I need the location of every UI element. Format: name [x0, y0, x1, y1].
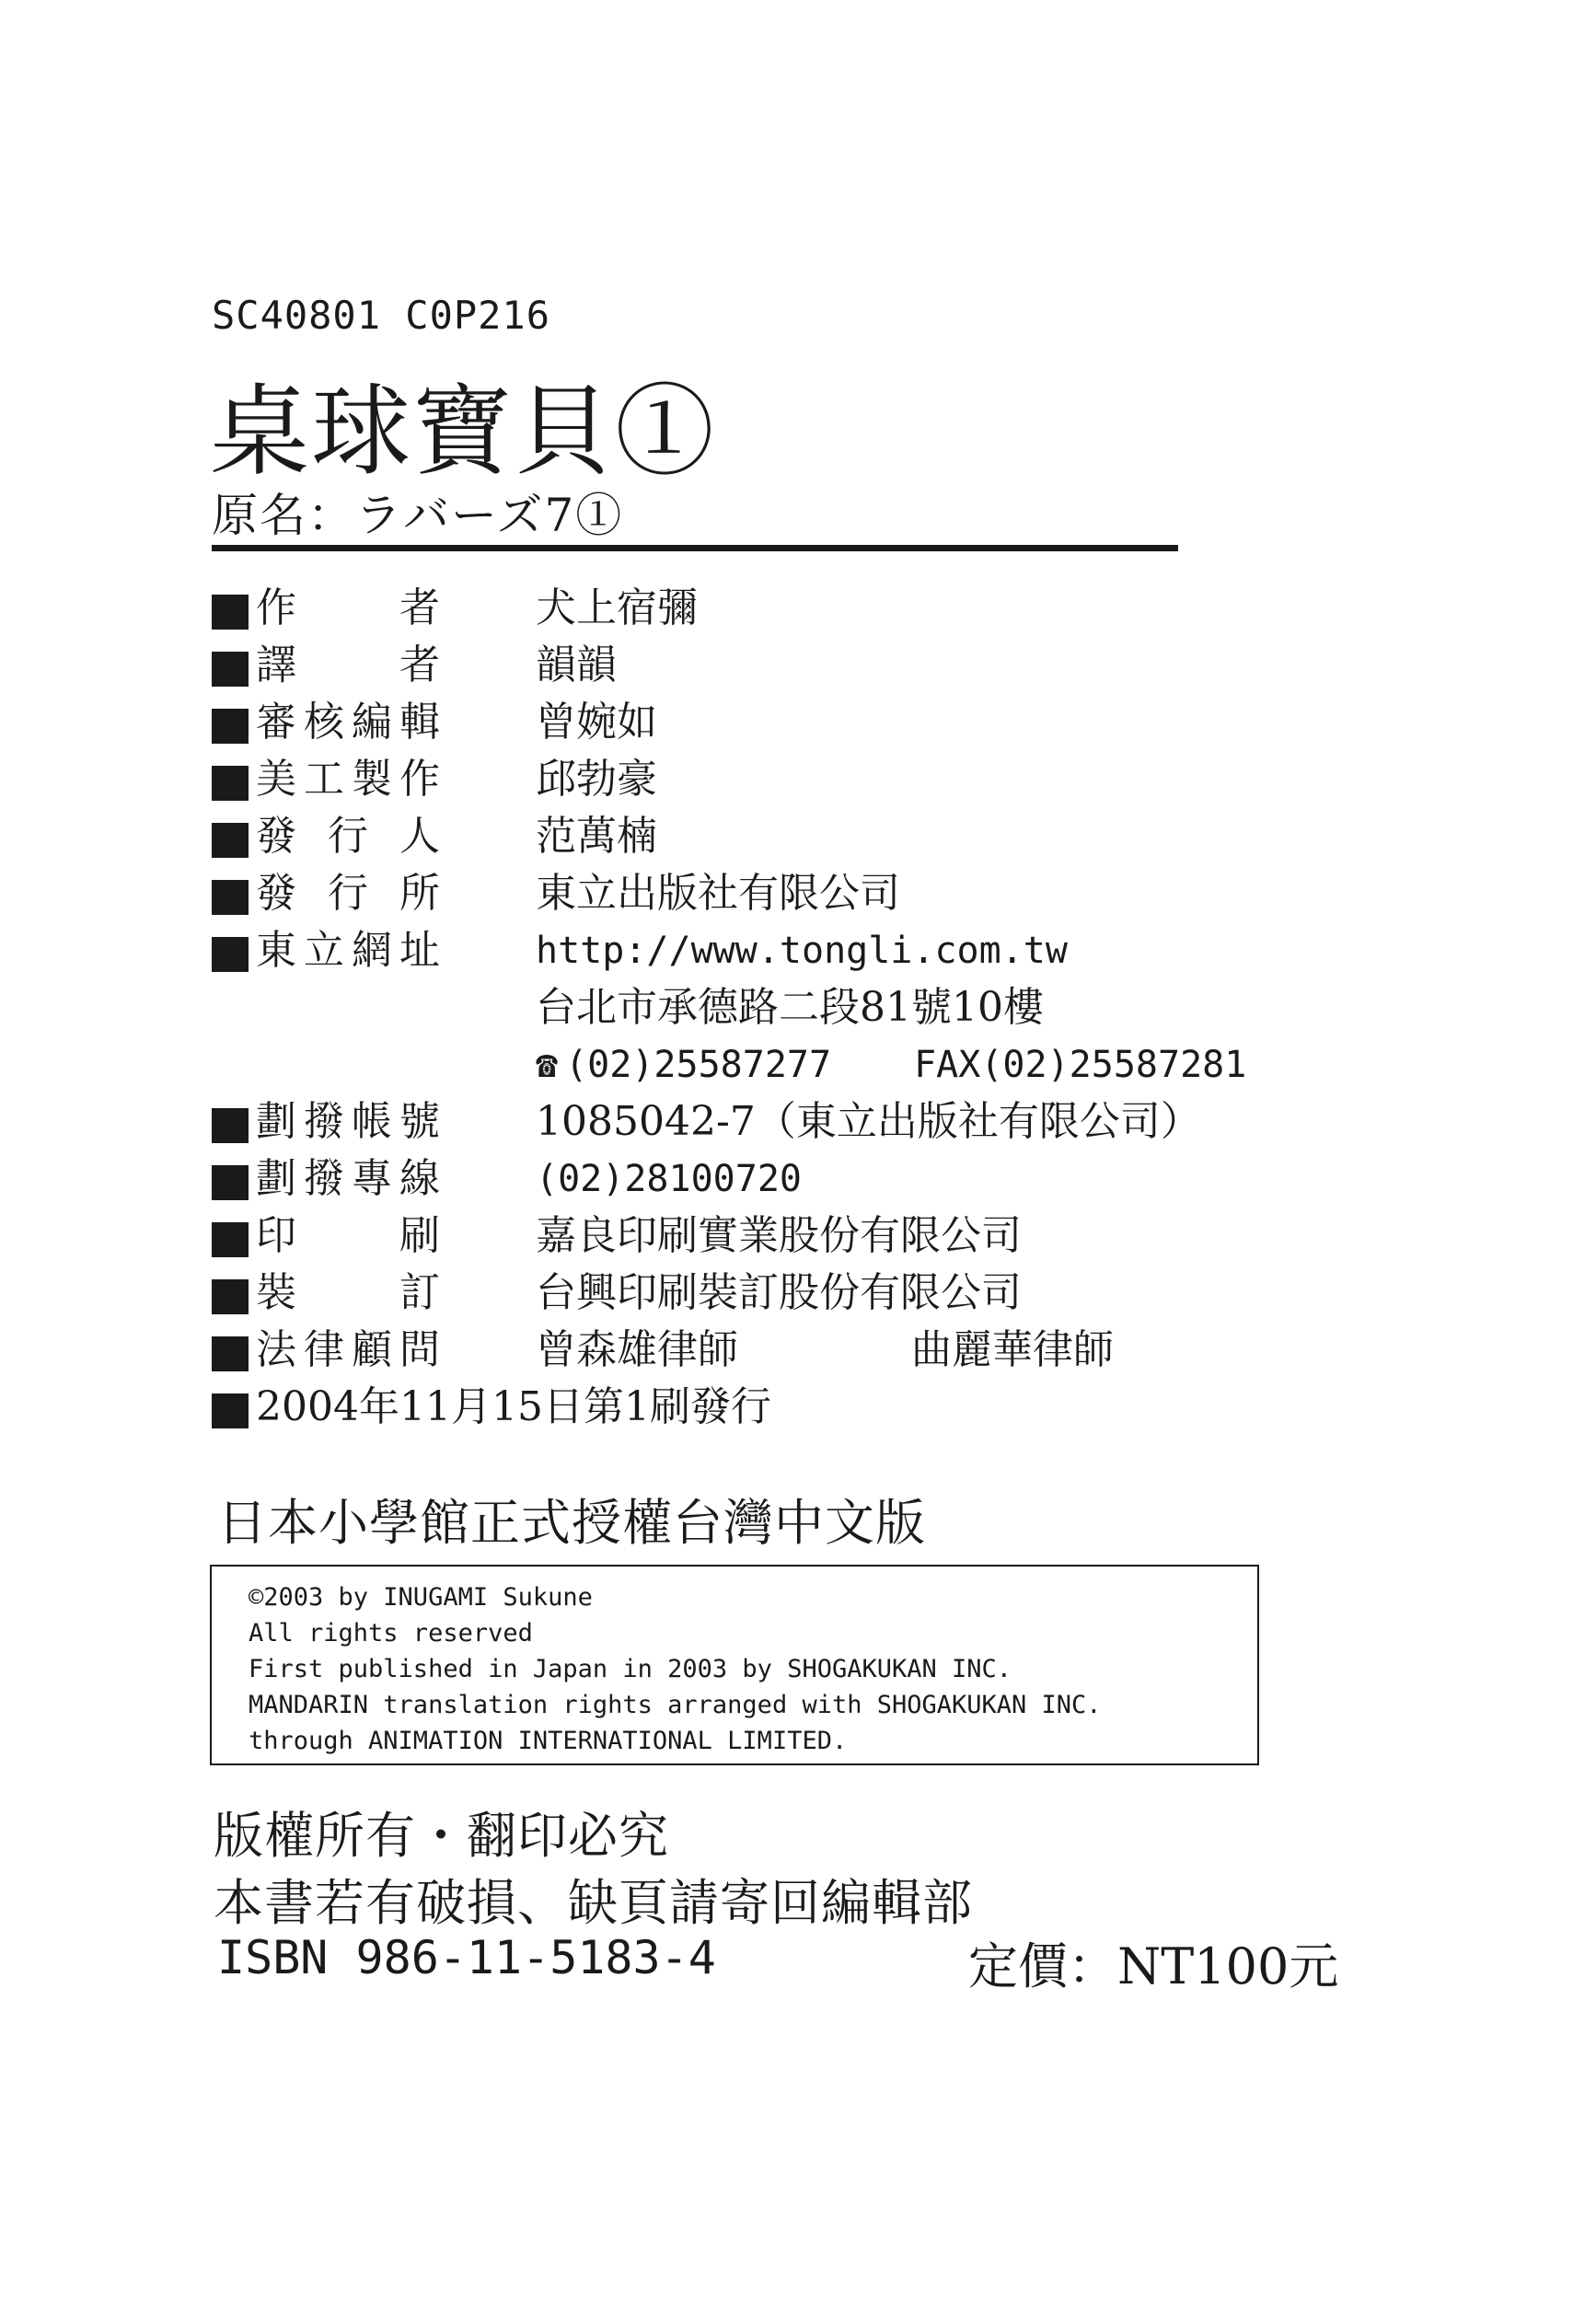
credits-list: [212, 580, 1362, 1436]
credit-row-editor: [212, 694, 1362, 751]
credit-row-website: [212, 922, 1362, 979]
credit-row-publisher: [212, 808, 1362, 865]
credit-value: 台興印刷裝訂股份有限公司: [536, 1269, 1022, 1316]
credit-row-art: [212, 751, 1362, 808]
bullet-square-icon: [212, 823, 249, 858]
bullet-square-icon: [212, 880, 249, 915]
credit-label: 譯 者: [256, 642, 440, 688]
credit-row-account: [212, 1093, 1362, 1150]
credit-value: 嘉良印刷實業股份有限公司: [536, 1212, 1022, 1259]
publish-date: 2004年11月15日第1刷發行: [256, 1383, 771, 1430]
credit-label: 法律顧問: [256, 1326, 440, 1373]
credit-value: 東立出版社有限公司: [536, 870, 900, 917]
original-title: 原名：ラバーズ7①: [212, 489, 624, 542]
license-statement: 日本小學館正式授權台灣中文版: [217, 1494, 926, 1552]
bullet-square-icon: [212, 709, 249, 744]
price: 定價：NT100元: [968, 1937, 1339, 1995]
credit-label: 劃撥帳號: [256, 1098, 440, 1145]
copyright-line: First published in Japan in 2003 by SHOGAKUKAN INC.: [249, 1655, 1012, 1683]
credit-value: 曾森雄律師: [536, 1326, 738, 1373]
credit-label: 裝 訂: [256, 1269, 440, 1316]
credit-label: 審核編輯: [256, 699, 440, 746]
phone-number: (02)25587277: [565, 1044, 832, 1086]
isbn: ISBN 986-11-5183-4: [217, 1931, 716, 1984]
bullet-square-icon: [212, 1393, 249, 1428]
credit-label: 印 刷: [256, 1212, 440, 1259]
copyright-line: MANDARIN translation rights arranged with SHOGAKUKAN INC.: [249, 1691, 1102, 1719]
address-row: [212, 979, 1362, 1036]
bullet-square-icon: [212, 1336, 249, 1371]
credit-row-legal: [212, 1322, 1362, 1379]
credit-row-translator: [212, 637, 1362, 694]
telephone-icon: ☎: [536, 1044, 559, 1086]
credit-value: 犬上宿彌: [536, 584, 698, 631]
credit-row-printing: [212, 1208, 1362, 1265]
credit-row-publishing-house: [212, 865, 1362, 922]
credit-value-second: 曲麗華律師: [911, 1326, 1114, 1373]
bullet-square-icon: [212, 595, 249, 630]
credit-label: 劃撥專線: [256, 1155, 440, 1202]
copyright-line: through ANIMATION INTERNATIONAL LIMITED.: [249, 1727, 848, 1755]
credit-row-hotline: [212, 1150, 1362, 1208]
credit-value: 邱勃豪: [536, 756, 657, 803]
copyright-box: [210, 1565, 1259, 1765]
street-address: 台北市承德路二段81號10樓: [536, 984, 1044, 1031]
bullet-square-icon: [212, 1279, 249, 1314]
credit-value: 范萬楠: [536, 813, 657, 860]
bullet-square-icon: [212, 766, 249, 801]
bullet-square-icon: [212, 1222, 249, 1257]
rights-notice: 版權所有・翻印必究: [214, 1807, 669, 1865]
credit-label: 東立網址: [256, 927, 440, 974]
credit-label: 發 行 人: [256, 813, 440, 860]
credit-row-author: [212, 580, 1362, 637]
contact-line: [536, 1036, 1246, 1093]
credit-value: 1085042-7（東立出版社有限公司）: [536, 1098, 1201, 1145]
credit-value: 曾婉如: [536, 699, 657, 746]
fax-number: FAX(02)25587281: [914, 1044, 1247, 1086]
copyright-line: All rights reserved: [249, 1619, 533, 1648]
catalog-code: SC40801 C0P216: [212, 293, 551, 338]
credit-value: (02)28100720: [536, 1158, 802, 1200]
divider-rule: [212, 545, 1178, 551]
credit-row-binding: [212, 1265, 1362, 1322]
bullet-square-icon: [212, 652, 249, 687]
damage-notice: 本書若有破損、缺頁請寄回編輯部: [214, 1874, 973, 1932]
website-url: http://www.tongli.com.tw: [536, 930, 1068, 972]
credit-label: 美工製作: [256, 756, 440, 803]
book-title: 桌球寶貝①: [210, 375, 717, 490]
credit-label: 作 者: [256, 584, 440, 631]
credit-label: 發 行 所: [256, 870, 440, 917]
publish-date-row: [212, 1379, 1362, 1436]
bullet-square-icon: [212, 1165, 249, 1200]
bullet-square-icon: [212, 937, 249, 972]
contact-row: [212, 1036, 1362, 1093]
credit-value: 韻韻: [536, 642, 617, 688]
copyright-line: ©2003 by INUGAMI Sukune: [249, 1583, 593, 1612]
bullet-square-icon: [212, 1108, 249, 1143]
